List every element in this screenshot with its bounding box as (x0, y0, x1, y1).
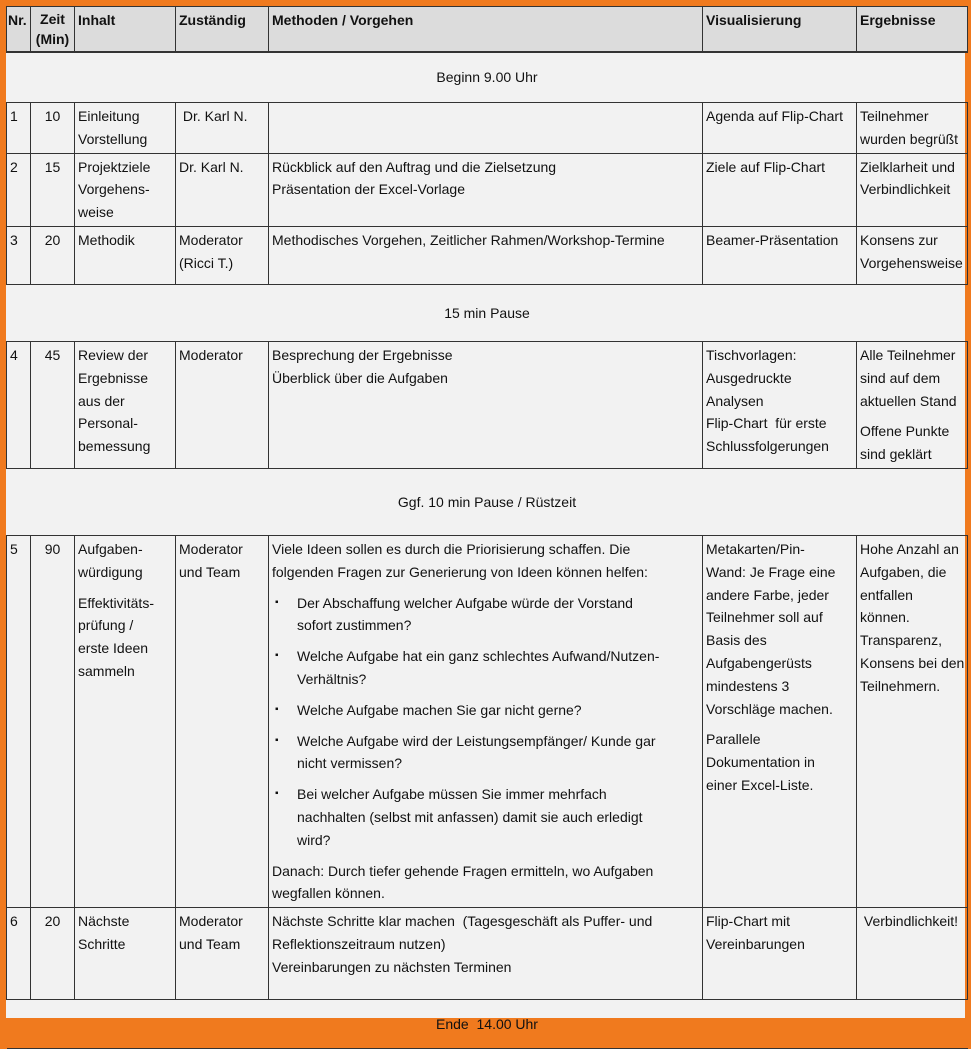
cell-visualisierung (703, 908, 857, 1000)
cell-ergebnisse (857, 226, 968, 284)
header-zeit-line: (Min) (35, 31, 70, 47)
text-line: Zielklarheit und (860, 158, 955, 175)
text-line: und Team (179, 935, 241, 952)
text-line: Transparenz, (860, 632, 942, 649)
list-item (272, 592, 699, 638)
question-list (272, 592, 699, 852)
text-line: Aufgaben- (78, 540, 143, 557)
text-line: Aufgaben, die (860, 563, 947, 580)
text-line: Review der (78, 346, 149, 363)
cell-zeit: 10 (31, 103, 75, 154)
square-bullet-icon: ▪ (275, 596, 279, 608)
text-line: sammeln (78, 662, 135, 679)
text-line: Konsens zur (860, 231, 938, 248)
cell-inhalt (75, 908, 176, 1000)
table-row (7, 103, 968, 154)
text-line: Welche Aufgabe machen Sie gar nicht gerne? (297, 701, 582, 718)
text-line: Vereinbarungen (706, 935, 805, 952)
cell-visualisierung (703, 535, 857, 907)
text-line: Viele Ideen sollen es durch die Priorisierung schaffen. Die (272, 540, 631, 557)
text-line: Verbindlichkeit! (860, 913, 959, 930)
text-line: Beamer-Präsentation (706, 231, 839, 248)
list-item (272, 730, 699, 776)
text-line: erste Ideen (78, 640, 149, 657)
header-nr: Nr. (7, 7, 31, 53)
text-line: Vorgehensweise (860, 254, 963, 271)
text-line: Rückblick auf den Auftrag und die Zielsetzung (272, 158, 557, 175)
text-line: Welche Aufgabe wird der Leistungsempfänger/ Kunde gar (297, 732, 656, 749)
text-line: Vorgehens- (78, 181, 150, 198)
cell-methoden (269, 535, 703, 907)
text-line: Der Abschaffung welcher Aufgabe würde der Vorstand (297, 594, 633, 611)
list-item (272, 783, 699, 851)
header-zeit-line: Zeit (40, 11, 65, 27)
text-line: wird? (297, 831, 331, 848)
text-line: bemessung (78, 438, 151, 455)
cell-inhalt (75, 153, 176, 226)
text-line: Dr. Karl N. (179, 108, 248, 124)
band-pause-1: 15 min Pause (7, 284, 968, 341)
text-line: prüfung / (78, 617, 134, 634)
cell-ergebnisse (857, 535, 968, 907)
spacer (860, 412, 964, 420)
cell-zeit: 90 (31, 535, 75, 907)
header-methoden: Methoden / Vorgehen (269, 7, 703, 53)
text-line: Methodik (78, 231, 135, 248)
spacer (272, 852, 699, 860)
text-line: Vorschläge machen. (706, 700, 833, 717)
text-line: wurden begrüßt (860, 130, 959, 147)
text-line: (Ricci T.) (179, 254, 234, 271)
text-line: entfallen (860, 586, 913, 603)
text-line: Teilnehmer soll auf (706, 609, 823, 626)
cell-zustaendig (176, 535, 269, 907)
band-row (7, 1000, 968, 1049)
square-bullet-icon: ▪ (275, 734, 279, 746)
cell-methoden (269, 341, 703, 468)
cell-inhalt (75, 103, 176, 154)
list-item (272, 699, 699, 722)
text-line: Reflektionszeitraum nutzen) (272, 935, 446, 952)
text-line: aktuellen Stand (860, 392, 957, 409)
agenda-document (6, 6, 965, 1032)
text-line: weise (78, 204, 114, 221)
band-row (7, 284, 968, 341)
cell-ergebnisse (857, 341, 968, 468)
text-line: Verhältnis? (297, 670, 367, 687)
cell-methoden (269, 908, 703, 1000)
band-pause-2: Ggf. 10 min Pause / Rüstzeit (7, 468, 968, 535)
spacer (78, 584, 172, 592)
cell-zustaendig (176, 153, 269, 226)
text-line: Aufgabengerüsts (706, 654, 812, 671)
text-line: Welche Aufgabe hat ein ganz schlechtes Aufwand/Nutzen- (297, 648, 660, 665)
text-line: Danach: Durch tiefer gehende Fragen ermitteln, wo Aufgaben (272, 862, 654, 879)
text-line: Parallele (706, 731, 761, 748)
text-line: Metakarten/Pin- (706, 540, 805, 557)
cell-ergebnisse (857, 908, 968, 1000)
text-line: wegfallen können. (272, 885, 385, 902)
band-start: Beginn 9.00 Uhr (7, 52, 968, 103)
text-line: Effektivitäts- (78, 594, 154, 611)
square-bullet-icon: ▪ (275, 650, 279, 662)
cell-visualisierung (703, 341, 857, 468)
band-row (7, 468, 968, 535)
cell-ergebnisse (857, 153, 968, 226)
text-line: folgenden Fragen zur Generierung von Ideen können helfen: (272, 563, 648, 580)
agenda-table (6, 6, 968, 1049)
text-line: Teilnehmer (860, 108, 929, 124)
cell-visualisierung (703, 153, 857, 226)
text-line: Flip-Chart für erste (706, 415, 827, 432)
text-line: Methodisches Vorgehen, Zeitlicher Rahmen/Workshop-Termine (272, 231, 665, 248)
text-line: sofort zustimmen? (297, 617, 412, 634)
cell-methoden (269, 103, 703, 154)
band-end: Ende 14.00 Uhr (7, 1000, 968, 1049)
cell-zeit: 20 (31, 226, 75, 284)
text-line: Hohe Anzahl an (860, 540, 959, 557)
text-line: Moderator (179, 346, 243, 363)
text-line: Dokumentation in (706, 754, 815, 771)
cell-zustaendig (176, 103, 269, 154)
text-line: Ziele auf Flip-Chart (706, 158, 826, 175)
text-line: Teilnehmern. (860, 677, 941, 694)
cell-visualisierung (703, 226, 857, 284)
text-line: Dr. Karl N. (179, 158, 244, 175)
text-line: Flip-Chart mit (706, 913, 791, 930)
text-line: Überblick über die Aufgaben (272, 369, 448, 386)
text-line: Nächste (78, 913, 130, 930)
text-line: Wand: Je Frage eine (706, 563, 836, 580)
text-line: können. (860, 609, 910, 626)
text-line: Vereinbarungen zu nächsten Terminen (272, 958, 512, 975)
list-item (272, 645, 699, 691)
text-line: Offene Punkte (860, 423, 950, 440)
cell-zeit: 20 (31, 908, 75, 1000)
text-line: sind auf dem (860, 369, 941, 386)
header-inhalt: Inhalt (75, 7, 176, 53)
table-row (7, 535, 968, 907)
text-line: einer Excel-Liste. (706, 776, 814, 793)
text-line: nicht vermissen? (297, 755, 403, 772)
cell-zustaendig (176, 908, 269, 1000)
header-row (7, 7, 968, 53)
header-zeit (31, 7, 75, 53)
text-line: Moderator (179, 231, 243, 248)
text-line: Alle Teilnehmer (860, 346, 956, 363)
text-line: Analysen (706, 392, 764, 409)
header-ergebnisse: Ergebnisse (857, 7, 968, 53)
cell-nr: 5 (7, 535, 31, 907)
cell-nr: 1 (7, 103, 31, 154)
cell-inhalt (75, 341, 176, 468)
text-line: würdigung (78, 563, 143, 580)
cell-nr: 4 (7, 341, 31, 468)
cell-inhalt (75, 535, 176, 907)
text-line: Tischvorlagen: (706, 346, 797, 363)
text-line: Basis des (706, 632, 767, 649)
text-line: Konsens bei den (860, 654, 965, 671)
table-row (7, 226, 968, 284)
cell-zustaendig (176, 226, 269, 284)
text-line: Präsentation der Excel-Vorlage (272, 181, 465, 198)
text-line: Nächste Schritte klar machen (Tagesgeschäft als Puffer- und (272, 913, 653, 930)
header-zustaendig: Zuständig (176, 7, 269, 53)
cell-ergebnisse (857, 103, 968, 154)
band-row (7, 52, 968, 103)
cell-nr: 2 (7, 153, 31, 226)
table-row (7, 908, 968, 1000)
cell-zustaendig (176, 341, 269, 468)
text-line: andere Farbe, jeder (706, 586, 829, 603)
text-line: Ergebnisse (78, 369, 149, 386)
cell-zeit: 15 (31, 153, 75, 226)
header-visualisierung: Visualisierung (703, 7, 857, 53)
text-line: und Team (179, 563, 241, 580)
text-line: nachhalten (selbst mit anfassen) damit sie auch erledigt (297, 808, 643, 825)
cell-inhalt (75, 226, 176, 284)
text-line: Vorstellung (78, 130, 148, 147)
square-bullet-icon: ▪ (275, 788, 279, 800)
text-line: Agenda auf Flip-Chart (706, 108, 843, 124)
table-row (7, 341, 968, 468)
text-line: Moderator (179, 913, 243, 930)
text-line: sind geklärt (860, 446, 932, 463)
text-line: Ausgedruckte (706, 369, 792, 386)
cell-methoden (269, 226, 703, 284)
text-line: Bei welcher Aufgabe müssen Sie immer mehrfach (297, 786, 607, 803)
cell-nr: 3 (7, 226, 31, 284)
text-line: mindestens 3 (706, 677, 790, 694)
text-line: Schritte (78, 935, 126, 952)
text-line: Einleitung (78, 108, 140, 124)
cell-visualisierung (703, 103, 857, 154)
cell-methoden (269, 153, 703, 226)
text-line: aus der (78, 392, 125, 409)
table-row (7, 153, 968, 226)
text-line: Projektziele (78, 158, 151, 175)
cell-nr: 6 (7, 908, 31, 1000)
text-line: Moderator (179, 540, 243, 557)
square-bullet-icon: ▪ (275, 703, 279, 715)
spacer (706, 720, 853, 728)
text-line: Verbindlichkeit (860, 181, 951, 198)
text-line: Schlussfolgerungen (706, 438, 829, 455)
text-line: Personal- (78, 415, 138, 432)
text-line: Besprechung der Ergebnisse (272, 346, 453, 363)
cell-zeit: 45 (31, 341, 75, 468)
